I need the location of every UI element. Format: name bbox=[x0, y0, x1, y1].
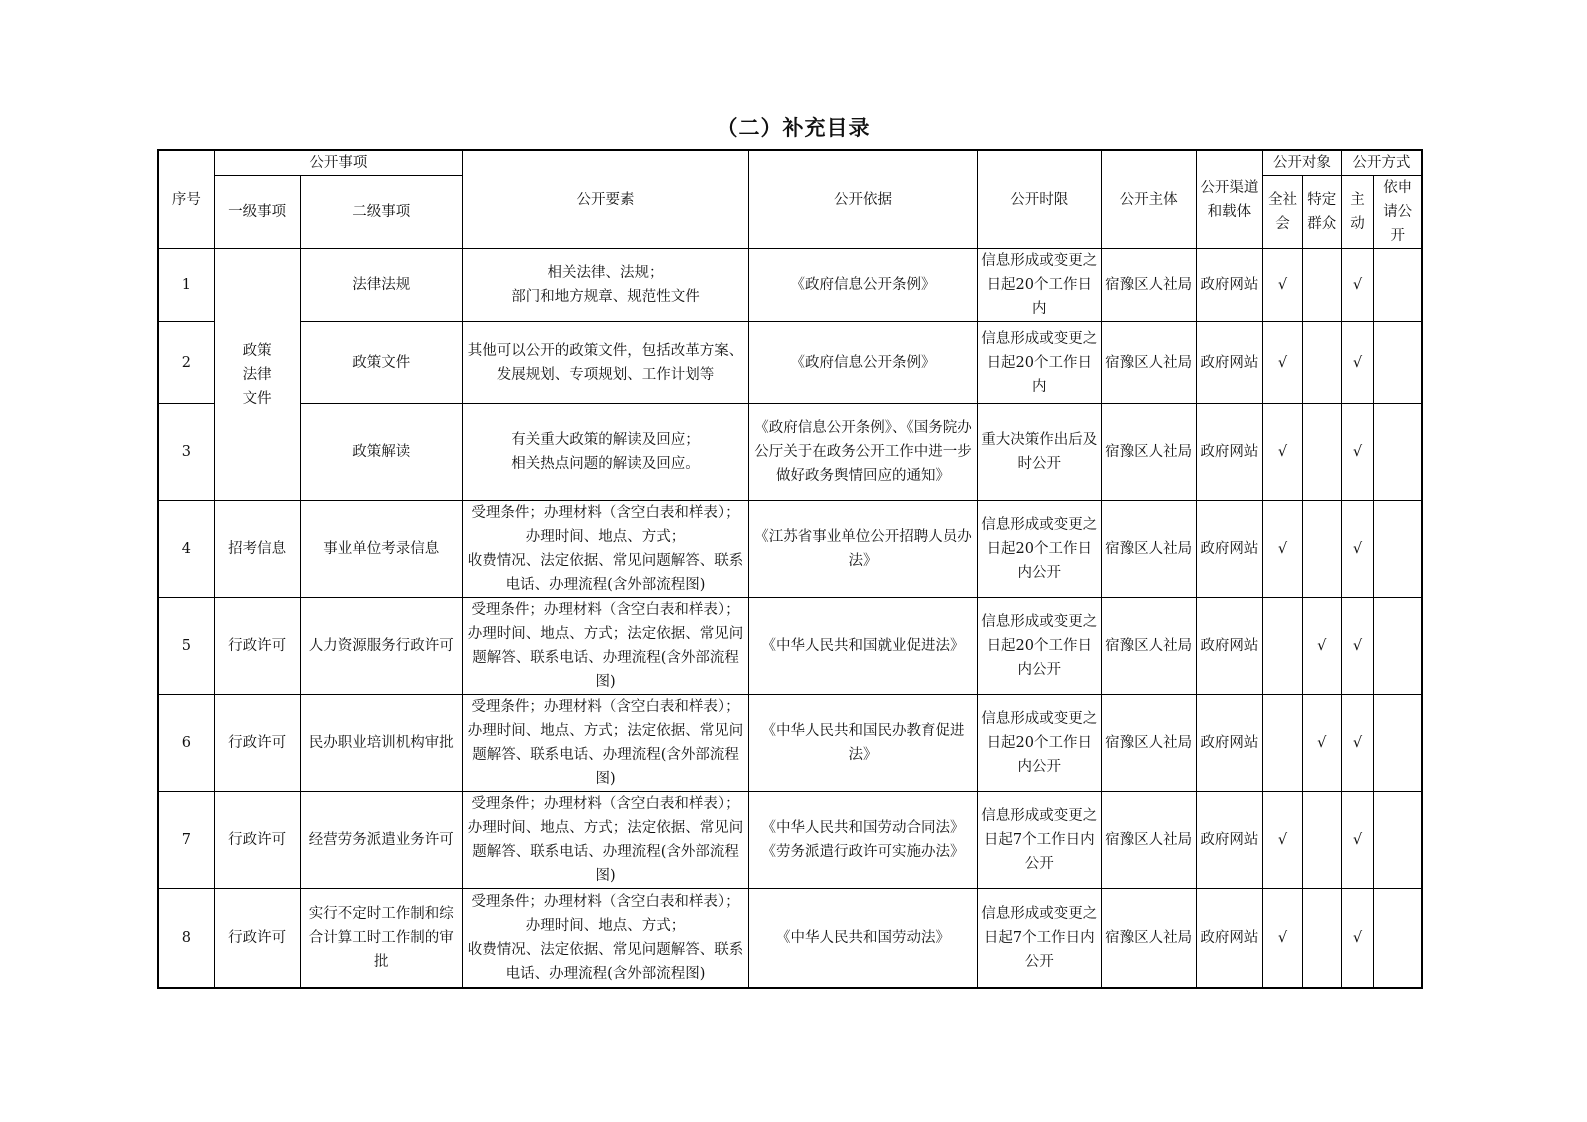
cell-level2: 民办职业培训机构审批 bbox=[300, 695, 462, 792]
table-header bbox=[158, 150, 1422, 249]
cell-elements: 受理条件；办理材料（含空白表和样表）； 办理时间、地点、方式； 收费情况、法定依据、常见问题解答、联系电话、办理流程(含外部流程图) bbox=[462, 889, 748, 988]
page-title: （二）补充目录 bbox=[716, 116, 871, 140]
cell-target-specific bbox=[1302, 889, 1341, 988]
cell-time-limit: 信息形成或变更之日起20个工作日内 bbox=[977, 322, 1101, 404]
cell-level2: 人力资源服务行政许可 bbox=[300, 598, 462, 695]
cell-channel: 政府网站 bbox=[1196, 792, 1262, 889]
cell-target-public: √ bbox=[1263, 501, 1303, 598]
header-mode-active: 主动 bbox=[1341, 176, 1374, 249]
header-public-target: 公开对象 bbox=[1263, 150, 1342, 176]
cell-target-specific: √ bbox=[1302, 695, 1341, 792]
cell-seq: 3 bbox=[158, 404, 214, 501]
cell-level2: 政策解读 bbox=[300, 404, 462, 501]
table-row bbox=[158, 889, 1422, 988]
cell-elements: 受理条件；办理材料（含空白表和样表）；办理时间、地点、方式；法定依据、常见问题解答、联系电话、办理流程(含外部流程图) bbox=[462, 792, 748, 889]
cell-mode-request bbox=[1374, 695, 1422, 792]
cell-basis: 《江苏省事业单位公开招聘人员办法》 bbox=[749, 501, 978, 598]
cell-subject: 宿豫区人社局 bbox=[1101, 249, 1196, 322]
cell-mode-active: √ bbox=[1341, 598, 1374, 695]
cell-target-public bbox=[1263, 695, 1303, 792]
cell-time-limit: 信息形成或变更之日起7个工作日内公开 bbox=[977, 792, 1101, 889]
cell-time-limit: 信息形成或变更之日起20个工作日内 bbox=[977, 249, 1101, 322]
header-seq: 序号 bbox=[158, 150, 214, 249]
cell-elements: 受理条件；办理材料（含空白表和样表）；办理时间、地点、方式；法定依据、常见问题解答、联系电话、办理流程(含外部流程图) bbox=[462, 598, 748, 695]
cell-mode-request bbox=[1374, 404, 1422, 501]
cell-target-public bbox=[1263, 598, 1303, 695]
cell-seq: 6 bbox=[158, 695, 214, 792]
cell-subject: 宿豫区人社局 bbox=[1101, 598, 1196, 695]
cell-basis: 《中华人民共和国劳动合同法》 《劳务派遣行政许可实施办法》 bbox=[749, 792, 978, 889]
cell-target-specific: √ bbox=[1302, 598, 1341, 695]
cell-channel: 政府网站 bbox=[1196, 501, 1262, 598]
cell-subject: 宿豫区人社局 bbox=[1101, 322, 1196, 404]
cell-level1: 政策法律文件 bbox=[214, 249, 300, 501]
table-row bbox=[158, 792, 1422, 889]
cell-mode-request bbox=[1374, 889, 1422, 988]
cell-seq: 4 bbox=[158, 501, 214, 598]
cell-target-specific bbox=[1302, 404, 1341, 501]
cell-channel: 政府网站 bbox=[1196, 249, 1262, 322]
catalog-table bbox=[157, 149, 1423, 989]
cell-mode-request bbox=[1374, 501, 1422, 598]
cell-seq: 7 bbox=[158, 792, 214, 889]
cell-elements: 受理条件；办理材料（含空白表和样表）；办理时间、地点、方式；法定依据、常见问题解答、联系电话、办理流程(含外部流程图) bbox=[462, 695, 748, 792]
cell-mode-active: √ bbox=[1341, 322, 1374, 404]
cell-elements: 有关重大政策的解读及回应； 相关热点问题的解读及回应。 bbox=[462, 404, 748, 501]
cell-mode-request bbox=[1374, 322, 1422, 404]
header-subject: 公开主体 bbox=[1101, 150, 1196, 249]
cell-seq: 5 bbox=[158, 598, 214, 695]
header-elements: 公开要素 bbox=[462, 150, 748, 249]
cell-target-public: √ bbox=[1263, 889, 1303, 988]
cell-channel: 政府网站 bbox=[1196, 322, 1262, 404]
cell-target-public: √ bbox=[1263, 792, 1303, 889]
cell-channel: 政府网站 bbox=[1196, 889, 1262, 988]
header-level2: 二级事项 bbox=[300, 176, 462, 249]
cell-seq: 2 bbox=[158, 322, 214, 404]
cell-basis: 《中华人民共和国就业促进法》 bbox=[749, 598, 978, 695]
cell-mode-active: √ bbox=[1341, 404, 1374, 501]
cell-subject: 宿豫区人社局 bbox=[1101, 404, 1196, 501]
cell-basis: 《中华人民共和国劳动法》 bbox=[749, 889, 978, 988]
cell-channel: 政府网站 bbox=[1196, 695, 1262, 792]
cell-target-specific bbox=[1302, 501, 1341, 598]
cell-level1: 行政许可 bbox=[214, 598, 300, 695]
header-time-limit: 公开时限 bbox=[977, 150, 1101, 249]
cell-level2: 事业单位考录信息 bbox=[300, 501, 462, 598]
table-row bbox=[158, 322, 1422, 404]
cell-mode-request bbox=[1374, 598, 1422, 695]
cell-level2: 法律法规 bbox=[300, 249, 462, 322]
cell-subject: 宿豫区人社局 bbox=[1101, 792, 1196, 889]
header-channel: 公开渠道和载体 bbox=[1196, 150, 1262, 249]
cell-mode-active: √ bbox=[1341, 249, 1374, 322]
cell-target-specific bbox=[1302, 322, 1341, 404]
cell-time-limit: 重大决策作出后及时公开 bbox=[977, 404, 1101, 501]
cell-level1: 行政许可 bbox=[214, 695, 300, 792]
cell-time-limit: 信息形成或变更之日起20个工作日内公开 bbox=[977, 598, 1101, 695]
cell-target-specific bbox=[1302, 249, 1341, 322]
cell-basis: 《政府信息公开条例》 bbox=[749, 322, 978, 404]
cell-mode-request bbox=[1374, 249, 1422, 322]
cell-basis: 《中华人民共和国民办教育促进法》 bbox=[749, 695, 978, 792]
cell-mode-active: √ bbox=[1341, 889, 1374, 988]
table-row bbox=[158, 695, 1422, 792]
cell-target-specific bbox=[1302, 792, 1341, 889]
header-level1: 一级事项 bbox=[214, 176, 300, 249]
cell-target-public: √ bbox=[1263, 249, 1303, 322]
cell-time-limit: 信息形成或变更之日起20个工作日内公开 bbox=[977, 501, 1101, 598]
cell-seq: 1 bbox=[158, 249, 214, 322]
cell-level1: 行政许可 bbox=[214, 792, 300, 889]
cell-level2: 实行不定时工作制和综合计算工时工作制的审批 bbox=[300, 889, 462, 988]
table-row bbox=[158, 598, 1422, 695]
table-row bbox=[158, 249, 1422, 322]
cell-basis: 《政府信息公开条例》 bbox=[749, 249, 978, 322]
cell-mode-request bbox=[1374, 792, 1422, 889]
cell-target-public: √ bbox=[1263, 322, 1303, 404]
cell-subject: 宿豫区人社局 bbox=[1101, 501, 1196, 598]
cell-mode-active: √ bbox=[1341, 501, 1374, 598]
cell-level1: 招考信息 bbox=[214, 501, 300, 598]
table-body bbox=[158, 249, 1422, 988]
cell-level1: 行政许可 bbox=[214, 889, 300, 988]
cell-subject: 宿豫区人社局 bbox=[1101, 695, 1196, 792]
table-row bbox=[158, 501, 1422, 598]
cell-basis: 《政府信息公开条例》、《国务院办公厅关于在政务公开工作中进一步做好政务舆情回应的通知》 bbox=[749, 404, 978, 501]
cell-subject: 宿豫区人社局 bbox=[1101, 889, 1196, 988]
header-basis: 公开依据 bbox=[749, 150, 978, 249]
cell-elements: 其他可以公开的政策文件，包括改革方案、发展规划、专项规划、工作计划等 bbox=[462, 322, 748, 404]
cell-level2: 经营劳务派遣业务许可 bbox=[300, 792, 462, 889]
cell-time-limit: 信息形成或变更之日起7个工作日内公开 bbox=[977, 889, 1101, 988]
cell-elements: 相关法律、法规； 部门和地方规章、规范性文件 bbox=[462, 249, 748, 322]
cell-seq: 8 bbox=[158, 889, 214, 988]
cell-mode-active: √ bbox=[1341, 695, 1374, 792]
header-public-mode: 公开方式 bbox=[1341, 150, 1422, 176]
table-row bbox=[158, 404, 1422, 501]
cell-mode-active: √ bbox=[1341, 792, 1374, 889]
cell-elements: 受理条件；办理材料（含空白表和样表）； 办理时间、地点、方式； 收费情况、法定依据、常见问题解答、联系电话、办理流程(含外部流程图) bbox=[462, 501, 748, 598]
cell-time-limit: 信息形成或变更之日起20个工作日内公开 bbox=[977, 695, 1101, 792]
header-public-matters: 公开事项 bbox=[214, 150, 462, 176]
cell-target-public: √ bbox=[1263, 404, 1303, 501]
cell-level2: 政策文件 bbox=[300, 322, 462, 404]
header-target-specific: 特定群众 bbox=[1302, 176, 1341, 249]
cell-channel: 政府网站 bbox=[1196, 404, 1262, 501]
cell-channel: 政府网站 bbox=[1196, 598, 1262, 695]
header-mode-request: 依申请公开 bbox=[1374, 176, 1422, 249]
header-target-public: 全社会 bbox=[1263, 176, 1303, 249]
